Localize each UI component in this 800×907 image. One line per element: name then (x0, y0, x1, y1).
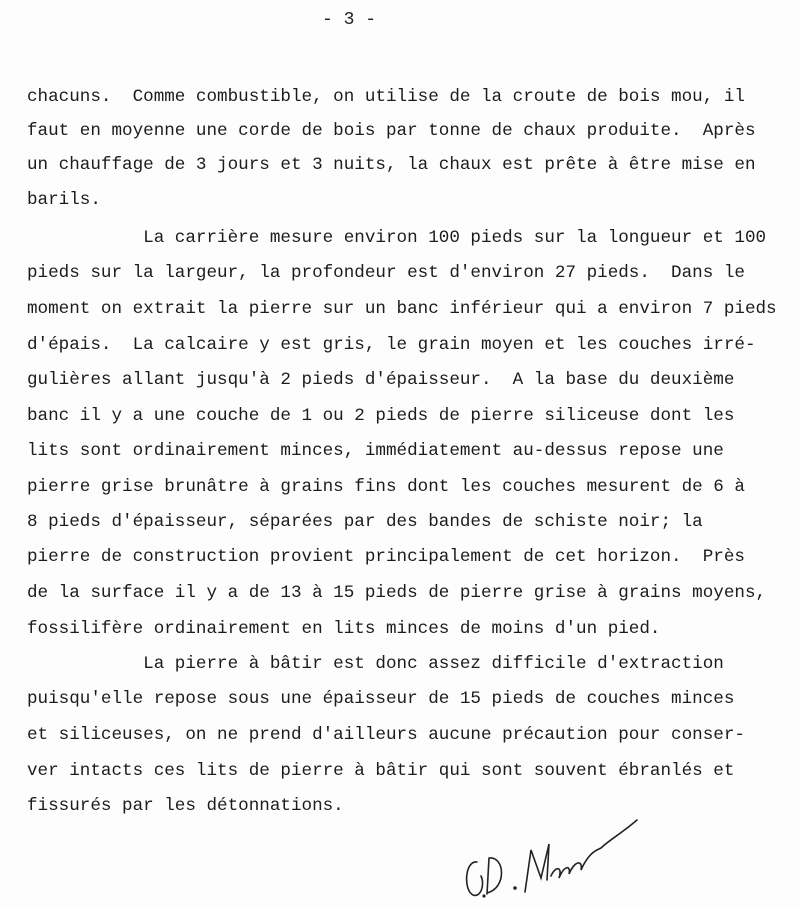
text-line: chacuns. Comme combustible, on utilise de la croute de bois mou, il (27, 87, 745, 107)
text-line: barils. (27, 190, 101, 210)
text-line: de la surface il y a de 13 à 15 pieds de pierre grise à grains moyens, (27, 583, 767, 603)
text-line: puisqu'elle repose sous une épaisseur de 15 pieds de couches minces (27, 689, 735, 709)
text-line: fossilifère ordinairement en lits minces de moins d'un pied. (27, 619, 661, 639)
text-line: banc il y a une couche de 1 ou 2 pieds de pierre siliceuse dont les (27, 406, 735, 426)
text-line: gulières allant jusqu'à 2 pieds d'épaisseur. A la base du deuxième (27, 370, 735, 390)
text-line: ver intacts ces lits de pierre à bâtir qui sont souvent ébranlés et (27, 761, 735, 781)
text-line: lits sont ordinairement minces, immédiatement au-dessus repose une (27, 441, 724, 461)
text-line: un chauffage de 3 jours et 3 nuits, la chaux est prête à être mise en (27, 155, 756, 175)
text-line: pierre de construction provient principalement de cet horizon. Près (27, 547, 745, 567)
text-line: faut en moyenne une corde de bois par tonne de chaux produite. Après (27, 121, 756, 141)
text-line: et siliceuses, on ne prend d'ailleurs aucune précaution pour conser- (27, 725, 745, 745)
text-line: La pierre à bâtir est donc assez difficile d'extraction (27, 654, 724, 674)
text-line: pieds sur la largeur, la profondeur est d'environ 27 pieds. Dans le (27, 263, 745, 283)
text-line: fissurés par les détonnations. (27, 796, 344, 816)
text-line: La carrière mesure environ 100 pieds sur la longueur et 100 (27, 228, 767, 248)
text-line: pierre grise brunâtre à grains fins dont les couches mesurent de 6 à (27, 477, 745, 497)
text-line: moment on extrait la pierre sur un banc inférieur qui a environ 7 pieds (27, 299, 777, 319)
handwritten-signature (455, 800, 655, 900)
text-line: d'épais. La calcaire y est gris, le grain moyen et les couches irré- (27, 335, 756, 355)
page-number: - 3 - (322, 10, 377, 30)
text-line: 8 pieds d'épaisseur, séparées par des bandes de schiste noir; la (27, 512, 703, 532)
